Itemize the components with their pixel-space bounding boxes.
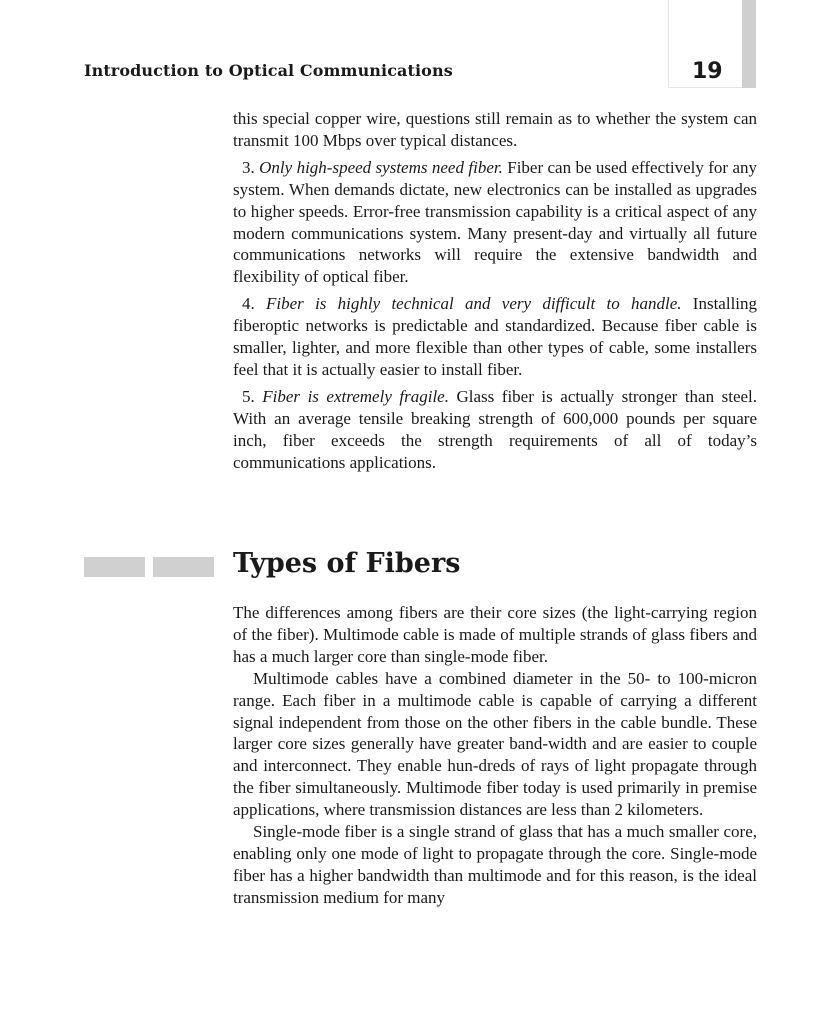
list-lead: Fiber is extremely fragile. <box>262 386 449 406</box>
continuation-paragraph: this special copper wire, questions still remain as to whether the system can transmit 100 Mbps over typical distances. <box>233 109 757 150</box>
list-item-4 <box>233 293 757 381</box>
list-number: 5. <box>242 386 255 406</box>
section-heading: Types of Fibers <box>233 548 461 579</box>
list-text: Installing fiberoptic networks is predictable and standardized. Because fiber cable is smaller, lighter, and more flexible than other types of cable, some installers feel that it is actually easier to install fiber. <box>233 294 758 379</box>
list-item-3 <box>233 157 757 288</box>
list-text: Fiber can be used effectively for any system. When demands dictate, new electronics can be installed as upgrades to higher speeds. Error-free transmission capability is a critical aspect of any modern communications system. Many present-day and virtually all future communications networks will require the extensive bandwidth and flexibility of optical fiber. <box>233 157 757 287</box>
list-item-5 <box>233 386 757 474</box>
list-number: 3. <box>242 157 255 177</box>
section-paragraph-2: Multimode cables have a combined diameter in the 50- to 100-micron range. Each fiber in a multimode cable is capable of carrying a different signal independent from those on the other fibers in the cable bundle. These larger core sizes generally have greater band-width and are easier to couple and interconnect. They enable hun-dreds of rays of light propagate through the fiber simultaneously. Multimode fiber today is used primarily in premise applications, where transmission distances are less than 2 kilometers. <box>233 668 757 820</box>
section-paragraph-1: The differences among fibers are their core sizes (the light-carrying region of the fiber). Multimode cable is made of multiple strands of glass fibers and has a much larger core than single-mode fiber. <box>233 603 757 666</box>
heading-decoration-bar-right <box>153 557 214 577</box>
body-text <box>233 108 757 474</box>
running-head: Introduction to Optical Communications <box>84 61 453 80</box>
list-lead: Only high-speed systems need fiber. <box>259 157 503 177</box>
heading-decoration-bar-left <box>84 557 145 577</box>
list-lead: Fiber is highly technical and very difficult to handle. <box>266 294 682 314</box>
section-body <box>233 602 757 909</box>
section-paragraph-3: Single-mode fiber is a single strand of glass that has a much smaller core, enabling only one mode of light to propagate through the core. Single-mode fiber has a higher bandwidth than multimode and for this reason, is the ideal transmission medium for many <box>233 822 757 907</box>
list-number: 4. <box>242 294 255 314</box>
list-text: Glass fiber is actually stronger than steel. With an average tensile breaking strength of 600,000 pounds per square inch, fiber exceeds the strength requirements of all of today’s communications applications. <box>233 386 758 472</box>
page-number: 19 <box>692 59 723 84</box>
page-edge-bar <box>742 0 756 88</box>
